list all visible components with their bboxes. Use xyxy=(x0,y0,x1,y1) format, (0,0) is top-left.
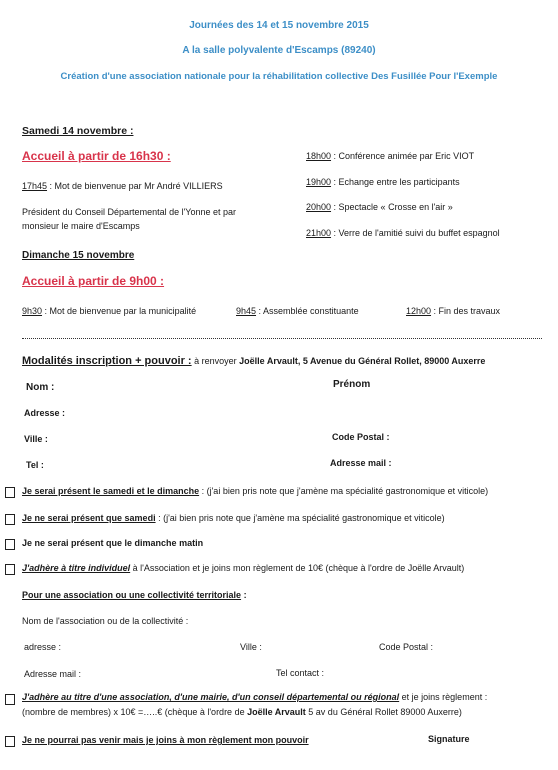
option-bold: J'adhère au titre d'une association, d'une mairie, d'un conseil départemental ou régional xyxy=(22,692,400,702)
item-text: : Conférence animée par Eric VIOT xyxy=(331,151,475,161)
label-association-ville: Ville : xyxy=(240,642,262,652)
modalites-title: Modalités inscription + pouvoir : xyxy=(22,355,192,367)
saturday-item-1900 xyxy=(306,177,460,187)
time-label: 12h00 xyxy=(406,306,432,316)
sunday-item-1200 xyxy=(406,306,500,316)
president-line-1: Président du Conseil Départemental de l'Yonne et par xyxy=(22,207,237,217)
option-rest: et je joins règlement : xyxy=(399,692,488,702)
item-text: : Mot de bienvenue par la municipalité xyxy=(42,306,197,316)
association-payment-line xyxy=(22,707,462,717)
label-nom: Nom : xyxy=(26,382,55,393)
time-label: 18h00 xyxy=(306,151,332,161)
modalites-line xyxy=(22,351,485,369)
label-association-nom: Nom de l'association ou de la collectivité : xyxy=(22,616,189,626)
label-ville: Ville : xyxy=(24,434,48,444)
checkbox-sunday-morning[interactable] xyxy=(5,539,15,550)
label-association-tel: Tel contact : xyxy=(276,668,325,678)
sunday-item-0945 xyxy=(236,306,359,316)
association-title-line xyxy=(22,590,247,600)
item-text: : Fin des travaux xyxy=(431,306,501,316)
modalites-address: Joëlle Arvault, 5 Avenue du Général Rollet, 89000 Auxerre xyxy=(239,356,486,366)
option-sunday-morning: Je ne serai présent que le dimanche matin xyxy=(22,538,204,548)
checkbox-saturday-only[interactable] xyxy=(5,514,15,525)
option-rest: à l'Association et je joins mon règlement de 10€ (chèque à l'ordre de Joëlle Arvault) xyxy=(130,563,465,573)
time-label: 20h00 xyxy=(306,202,332,212)
label-tel: Tel : xyxy=(26,460,44,470)
option-bold: Je ne serai présent que samedi xyxy=(22,513,156,523)
checkbox-individual-membership[interactable] xyxy=(5,564,15,575)
option-bold: J'adhère à titre individuel xyxy=(22,563,131,573)
label-association-code-postal: Code Postal : xyxy=(379,642,434,652)
association-title: Pour une association ou une collectivité territoriale xyxy=(22,590,242,600)
option-both-days xyxy=(22,486,488,496)
dotted-separator xyxy=(22,338,542,339)
saturday-title: Samedi 14 novembre : xyxy=(22,125,134,137)
label-association-adresse: adresse : xyxy=(24,642,62,652)
item-text: : Spectacle « Crosse en l'air » xyxy=(331,202,453,212)
time-label: 21h00 xyxy=(306,228,332,238)
saturday-item-2000 xyxy=(306,202,453,212)
item-text: : Mot de bienvenue par Mr André VILLIERS xyxy=(47,181,223,191)
sunday-title: Dimanche 15 novembre xyxy=(22,250,135,261)
payment-text-a: (nombre de membres) x 10€ =…..€ (chèque à l'ordre de xyxy=(22,707,248,717)
payment-text-b: 5 av du Général Rollet 89000 Auxerre) xyxy=(305,707,462,717)
label-adresse: Adresse : xyxy=(24,408,66,418)
association-title-colon: : xyxy=(241,590,247,600)
option-proxy: Je ne pourrai pas venir mais je joins à mon règlement mon pouvoir xyxy=(22,735,309,745)
checkbox-both-days[interactable] xyxy=(5,487,15,498)
option-individual-membership xyxy=(22,563,464,573)
signature-label: Signature xyxy=(428,734,470,744)
payment-name: Joëlle Arvault xyxy=(247,707,306,717)
saturday-item-2100 xyxy=(306,228,500,238)
president-line-2: monsieur le maire d'Escamps xyxy=(22,221,140,231)
label-code-postal: Code Postal : xyxy=(332,432,390,442)
time-label: 9h30 xyxy=(22,306,43,316)
item-text: : Verre de l'amitié suivi du buffet espagnol xyxy=(331,228,500,238)
option-rest: : (j'ai bien pris note que j'amène ma spécialité gastronomique et viticole) xyxy=(155,513,445,523)
time-label: 19h00 xyxy=(306,177,332,187)
label-association-mail: Adresse mail : xyxy=(24,669,82,679)
checkbox-proxy[interactable] xyxy=(5,736,15,747)
time-label: 9h45 xyxy=(236,306,257,316)
header-title-dates: Journées des 14 et 15 novembre 2015 xyxy=(189,20,369,31)
option-rest: : (j'ai bien pris note que j'amène ma spécialité gastronomique et viticole) xyxy=(199,486,489,496)
saturday-item-1745 xyxy=(22,181,223,191)
header-venue: A la salle polyvalente d'Escamps (89240) xyxy=(182,45,376,56)
option-saturday-only xyxy=(22,513,445,523)
time-label: 17h45 xyxy=(22,181,48,191)
checkbox-association-membership[interactable] xyxy=(5,694,15,705)
label-prenom: Prénom xyxy=(333,379,371,390)
option-association-membership xyxy=(22,692,487,702)
header-association: Création d'une association nationale pour la réhabilitation collective Des Fusillée Pour l'Exemple xyxy=(60,71,498,82)
saturday-item-1800 xyxy=(306,151,474,161)
sunday-accueil: Accueil à partir de 9h00 : xyxy=(22,274,165,288)
item-text: : Assemblée constituante xyxy=(256,306,359,316)
label-adresse-mail: Adresse mail : xyxy=(330,458,392,468)
item-text: : Echange entre les participants xyxy=(331,177,460,187)
option-bold: Je serai présent le samedi et le dimanche xyxy=(22,486,200,496)
modalites-send-prefix: à renvoyer xyxy=(191,356,240,366)
saturday-accueil: Accueil à partir de 16h30 : xyxy=(22,149,171,163)
sunday-item-0930 xyxy=(22,306,196,316)
